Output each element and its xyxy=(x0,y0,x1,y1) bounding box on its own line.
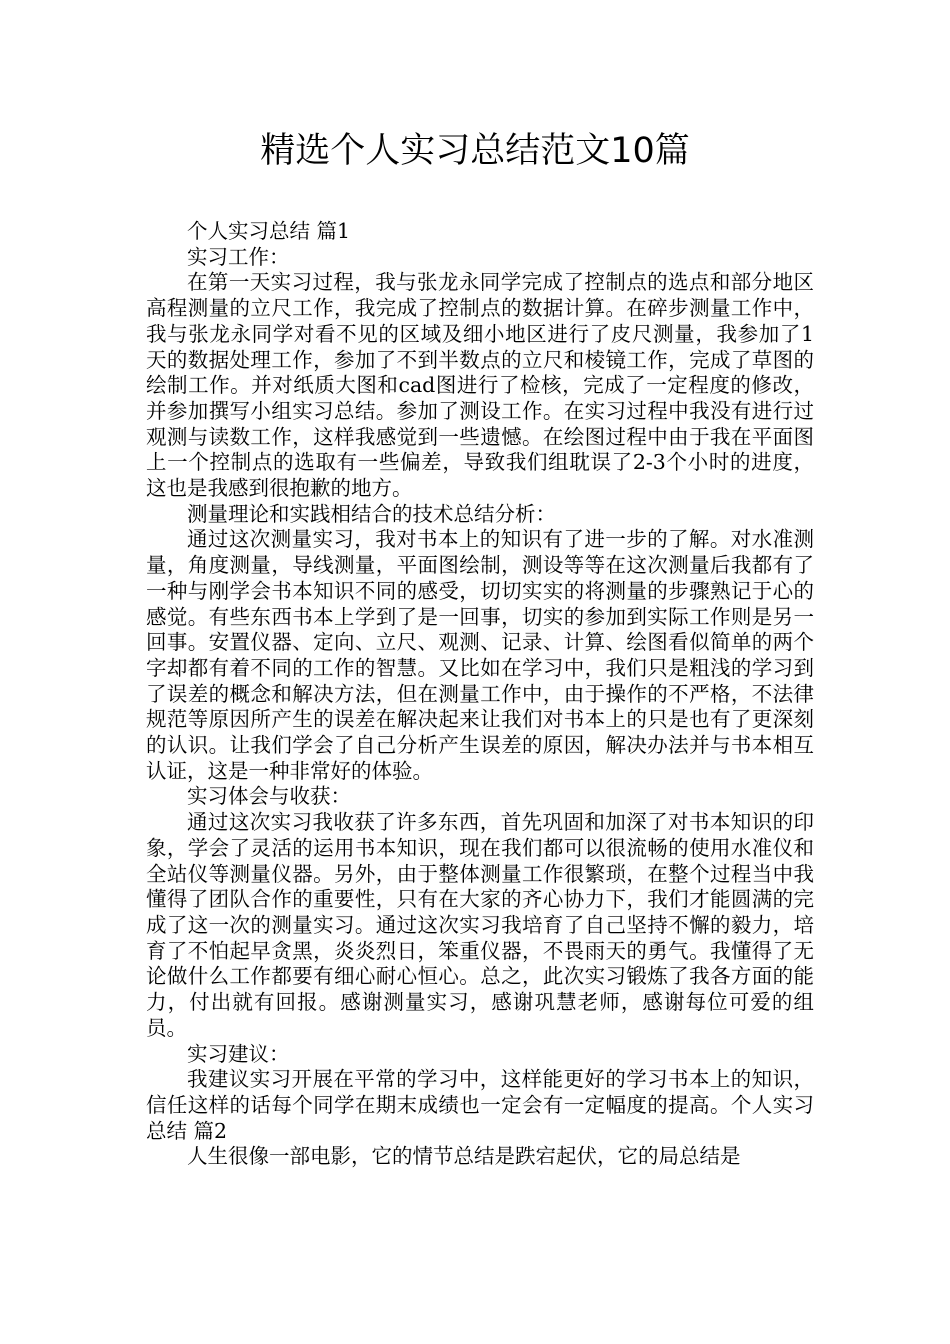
document-title: 精选个人实习总结范文10篇 xyxy=(260,131,690,171)
section-heading-work: 实习工作： xyxy=(187,244,290,269)
paragraph-part-2-start: 人生很像一部电影，它的情节总结是跌宕起伏，它的局总结是 xyxy=(187,1144,741,1169)
paragraph-analysis: 通过这次测量实习，我对书本上的知识有了进一步的了解。对水准测量，角度测量，导线测量，平面图绘制，测设等等在这次测量后我都有了一种与刚学会书本知识不同的感受，切切实实的将测量的步骤熟记于心的感觉。有些东西书本上学到了是一回事，切实的参加到实际工作则是另一回事。安置仪器、定向、立尺、观测、记录、计算、绘图看似简单的两个字却都有着不同的工作的智慧。又比如在学习中，我们只是粗浅的学习到了误差的概念和解决方法，但在测量工作中，由于操作的不严格，不法律规范等原因所产生的误差在解决起来让我们对书本上的只是也有了更深刻的认识。让我们学会了自己分析产生误差的原因，解决办法并与书本相互认证，这是一种非常好的体验。 xyxy=(146,527,814,783)
document-body xyxy=(146,219,814,1170)
section-heading-gains: 实习体会与收获： xyxy=(187,784,351,809)
section-heading-suggestions: 实习建议： xyxy=(187,1041,290,1066)
section-heading-analysis: 测量理论和实践相结合的技术总结分析： xyxy=(187,501,556,526)
paragraph-suggestions: 我建议实习开展在平常的学习中，这样能更好的学习书本上的知识，信任这样的话每个同学在期末成绩也一定会有一定幅度的提高。个人实习总结 篇2 xyxy=(146,1067,814,1143)
section-heading-part-1: 个人实习总结 篇1 xyxy=(187,219,351,243)
paragraph-gains: 通过这次实习我收获了许多东西，首先巩固和加深了对书本知识的印象，学会了灵活的运用书本知识，现在我们都可以很流畅的使用水准仪和全站仪等测量仪器。另外，由于整体测量工作很繁琐，在整个过程当中我懂得了团队合作的重要性，只有在大家的齐心协力下，我们才能圆满的完成了这一次的测量实习。通过这次实习我培育了自己坚持不懈的毅力，培育了不怕起早贪黑，炎炎烈日，笨重仪器，不畏雨天的勇气。我懂得了无论做什么工作都要有细心耐心恒心。总之，此次实习锻炼了我各方面的能力，付出就有回报。感谢测量实习，感谢巩慧老师，感谢每位可爱的组员。 xyxy=(146,810,814,1040)
paragraph-work: 在第一天实习过程，我与张龙永同学完成了控制点的选点和部分地区高程测量的立尺工作，我完成了控制点的数据计算。在碎步测量工作中，我与张龙永同学对看不见的区域及细小地区进行了皮尺测量，我参加了1天的数据处理工作，参加了不到半数点的立尺和棱镜工作，完成了草图的绘制工作。并对纸质大图和cad图进行了检核，完成了一定程度的修改，并参加撰写小组实习总结。参加了测设工作。在实习过程中我没有进行过观测与读数工作，这样我感觉到一些遗憾。在绘图过程中由于我在平面图上一个控制点的选取有一些偏差，导致我们组耽误了2-3个小时的进度，这也是我感到很抱歉的地方。 xyxy=(146,270,814,501)
